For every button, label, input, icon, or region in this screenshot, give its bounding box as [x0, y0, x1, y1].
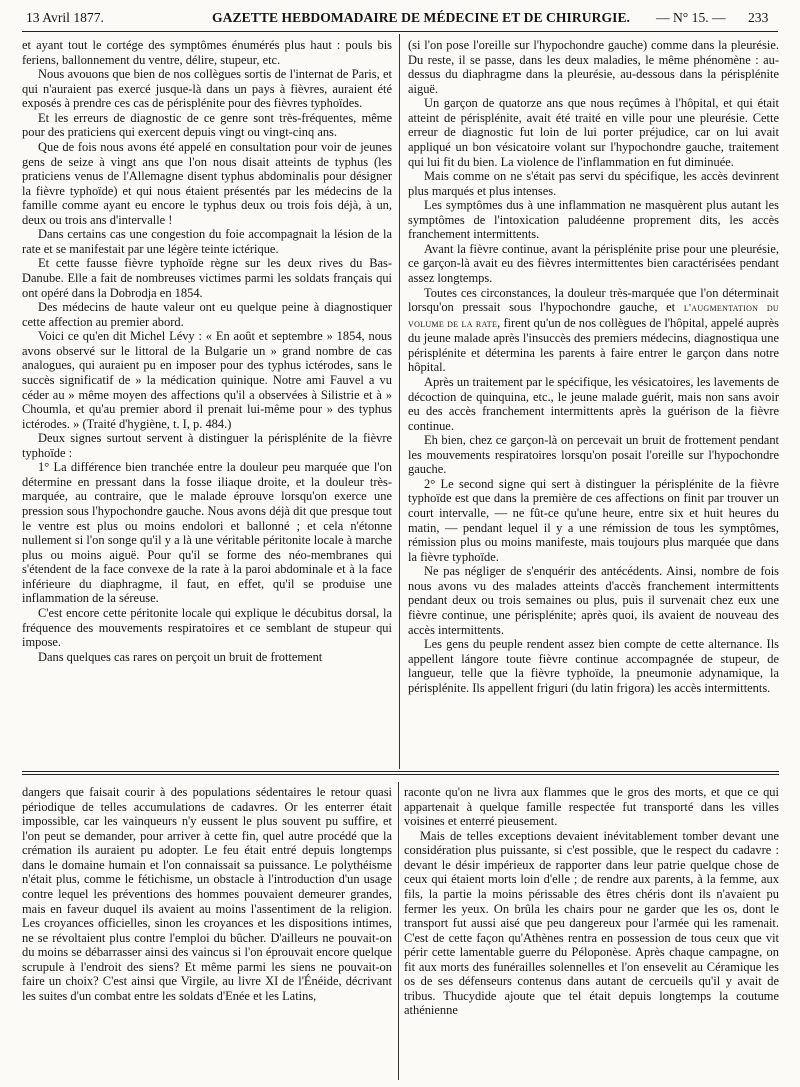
paragraph: Des médecins de haute valeur ont eu quelque peine à diagnostiquer cette affection au premier abord.	[22, 300, 392, 329]
paragraph: Avant la fièvre continue, avant la périsplénite prise pour une pleurésie, ce garçon-là avait eu des fièvres intermittentes bien caractérisées pendant assez longtemps.	[408, 241, 779, 285]
header-journal-title: GAZETTE HEBDOMADAIRE DE MÉDECINE ET DE CHIRURGIE.	[212, 10, 631, 25]
paragraph: Deux signes surtout servent à distinguer la périsplénite de la fièvre typhoïde :	[22, 431, 392, 460]
paragraph: (si l'on pose l'oreille sur l'hypochondre gauche) comme dans la pleurésie. Du reste, il se passe, dans les deux maladies, le même phénomène : au-dessus du diaphragme dans la pleurésie, au-dessous dans la périsplénite aiguë.	[408, 38, 779, 96]
header-date: 13 Avril 1877.	[26, 10, 104, 25]
column-2	[408, 38, 779, 695]
paragraph: Dans certains cas une congestion du foie accompagnait la lésion de la rate et se manifestait par une légère teinte ictérique.	[22, 227, 392, 256]
paragraph: Dans quelques cas rares on perçoit un bruit de frottement	[38, 649, 323, 664]
paragraph: Un garçon de quatorze ans que nous reçûmes à l'hôpital, et qui était atteint de périsplénite, avait été traité en ville pour une pleurésie. Cette erreur de diagnostic fut loin de lui porter préjudice, car on lui avait appliqué un bon vésicatoire volant sur l'hypochondre gauche, traitement qui lui fit du bien. La violence de l'inflammation en fut diminuée.	[408, 96, 779, 169]
paragraph-text: Toutes ces circonstances, la douleur très-marquée que l'on déterminait lorsqu'on pressait sous l'hypochondre gauche, et	[408, 285, 779, 315]
paragraph: Et les erreurs de diagnostic de ce genre sont très-fréquentes, même pour des praticiens qui exercent depuis vingt ou vingt-cinq ans.	[22, 110, 392, 140]
paragraph: Nous avouons que bien de nos collègues sortis de l'internat de Paris, et qui n'auraient pas exercé jusque-là dans un pays à fièvres, auraient été exposés à prendre ces cas de périsplénite pour des fièvres typhoïdes.	[22, 67, 392, 111]
paragraph: Mais de telles exceptions devaient inévitablement tomber devant une considération plus puissante, si c'est possible, que le respect du cadavre : devant le désir impérieux de rapporter dans leur patrie quelque chose de ceux qui étaient morts loin d'elle ; de rendre aux parents, à la femme, aux fils, la partie la moins périssable des êtres chéris dont ils n'avaient pu fermer les yeux. On brûla les chairs pour ne garder que les os, dont le transport fut aussi aisé que peu dangereux pour l'armée qui les ramenait. C'est de cette façon qu'Athènes rentra en possession de tous ceux que vit périr cette lamentable guerre du Péloponèse. Après chaque campagne, on fit aux morts des funérailles solennelles et l'on ensevelit au Céramique les os de ses défenseurs contenus dans autant de cercueils qu'il y avait de tribus. Thucydide ajoute que tel était depuis longtemps la coutume athénienne	[404, 828, 779, 1018]
paragraph: Que de fois nous avons été appelé en consultation pour voir de jeunes gens de seize à vingt ans que l'on nous disait atteints de typhus (les praticiens venus de l'Allemagne disent typhus abdominalis pour désigner la fièvre typhoïde) et qui nous étaient présentés par les médecins de la famille comme ayant eu encore le typhus deux ou trois fois déjà, à un, deux ou trois ans d'intervalle !	[22, 139, 392, 227]
paragraph: C'est encore cette péritonite locale qui explique le décubitus dorsal, la fréquence des mouvements respiratoires et ce semblant de stupeur qui impose.	[22, 605, 392, 650]
header-page-number: 233	[748, 10, 769, 25]
paragraph: Après un traitement par le spécifique, les vésicatoires, les lavements de décoction de quinquina, etc., le jeune malade guérit, mais non sans avoir eu des accès franchement intermittents après la guérison de la fièvre continue.	[408, 374, 779, 433]
header-issue-number: — N° 15. —	[656, 10, 726, 25]
paragraph: Eh bien, chez ce garçon-là on percevait un bruit de frottement pendant les mouvements respiratoires lorsqu'on posait l'oreille sur l'hypochondre gauche.	[408, 433, 779, 477]
column-3-feuilleton	[22, 785, 392, 1003]
paragraph: Ne pas négliger de s'enquérir des antécédents. Ainsi, nombre de fois nous avons vu des malades atteints d'accès franchement intermittents pendant deux ou trois semaines ou plus, puis il survenait chez eux une fièvre continue, une périsplénite; après quoi, ils avaient de nouveau des accès intermittents.	[408, 564, 779, 637]
paragraph: Et cette fausse fièvre typhoïde règne sur les deux rives du Bas-Danube. Elle a fait de nombreuses victimes parmi les soldats français qui ont opéré dans la Dobrodja en 1854.	[22, 256, 392, 300]
paragraph: dangers que faisait courir à des populations sédentaires le retour quasi périodique de telles accumulations de cadavres. Or les enterrer était impossible, car les vainqueurs n'y eussent le plus souvent pu suffire, et l'on peut se demander, pour arriver à cette fin, quel autre procédé que la crémation ils auraient pu adopter. Le feu était entré depuis longtemps dans le domaine humain et l'on connaissait sa puissance. Le polythéisme n'était plus, comme le fétichisme, un obstacle à l'introduction d'un usage contre lequel les préventions des hommes pouvaient demeurer grandes, mais en faveur duquel ils avaient au moins l'assentiment de la religion. Les croyances officielles, sinon les croyances et les dispositions intimes, ne se révoltaient plus contre l'emploi du bûcher. D'ailleurs ne pouvait-on du moins se débarrasser ainsi des vaincus si l'on éprouvait encore quelque scrupule à l'endroit des siens? Et même parmi les siens ne pouvait-on faire un choix? C'est ainsi que Virgile, au livre XI de l'Énéide, décrivant les suites d'un combat entre les soldats d'Enée et les Latins,	[22, 785, 392, 1003]
paragraph: Voici ce qu'en dit Michel Lévy : « En août et septembre » 1854, nous avons observé sur le littoral de la Bulgarie un » grand nombre de cas analogues, qui auraient pu en imposer pour des typhus ictérodes, sans le succès significatif de » la médication quinique. Notre ami Fauvel a vu céder au » même moyen des affections qu'il a observées à Silistrie et à » Choumla, et qu'au premier abord il prenait lui-même pour » des typhus ictérodes. » (Traité d'hygiène, t. I, p. 484.)	[22, 329, 392, 431]
paragraph: et ayant tout le cortége des symptômes énumérés plus haut : pouls bis feriens, ballonnement du ventre, délire, stupeur, etc.	[22, 38, 392, 67]
paragraph: Les symptômes dus à une inflammation ne masquèrent plus autant les symptômes de l'intoxication paludéenne proprement dits, les accès franchement intermittents.	[408, 198, 779, 242]
column-rule-top	[399, 34, 400, 769]
small-caps-phrase: l'augmentation du volume de la rate	[408, 302, 779, 330]
feuilleton-separator	[22, 771, 779, 775]
paragraph-text: , firent qu'un de nos collègues de l'hôpital, appelé auprès du jeune malade après l'insuccès des premiers médecins, diagnostiqua une périsplénite et détermina les parents à faire entrer le garçon dans notre hôpital.	[408, 315, 779, 375]
paragraph: 2° Le second signe qui sert à distinguer la périsplénite de la fièvre typhoïde est que dans la première de ces affections on finit par trouver un court intervalle, — ne fût-ce qu'une heure, entre six et huit heures du matin, — pendant lequel il y a une rémission de tous les symptômes, rémission plus ou moins manifeste, mais toujours plus marquée que dans la fièvre typhoïde.	[408, 476, 779, 564]
column-rule-bottom	[398, 782, 399, 1080]
column-4-feuilleton	[404, 785, 779, 1018]
paragraph: raconte qu'on ne livra aux flammes que le gros des morts, et que ce qui appartenait à quelque famille respectée fut transporté dans les villes voisines et enterré pieusement.	[404, 785, 779, 829]
paragraph: Mais comme on ne s'était pas servi du spécifique, les accès devinrent plus marqués et plus intenses.	[408, 169, 779, 198]
paragraph: Les gens du peuple rendent assez bien compte de cette alternance. Ils appellent lángore toute fièvre continue accompagnée de stupeur, de langueur, telle que la fièvre typhoïde, la pneumonie adynamique, la périsplénite. Ils appellent friguri (du latin frigora) les accès intermittents.	[408, 637, 779, 695]
paragraph: 1° La différence bien tranchée entre la douleur peu marquée que l'on détermine en pressant dans la fosse iliaque droite, et la douleur très-marquée, au contraire, que le malade éprouve lorsqu'on exerce une pression sous l'hypochondre gauche. Nous avons déjà dit que presque tout le ventre est plus ou moins endolori et ballonné ; et cela n'étonne nullement si l'on songe qu'il y a là une véritable péritonite locale à marche plus ou moins aiguë. Pour qu'il se forme des néo-membranes qui s'étendent de la face convexe de la rate à la paroi abdominale et à la face inférieure du diaphragme, il faut, en effet, qu'il se produise une inflammation de la séreuse.	[22, 460, 392, 606]
column-1	[22, 38, 392, 664]
running-header	[22, 2, 778, 32]
paragraph	[408, 286, 779, 375]
